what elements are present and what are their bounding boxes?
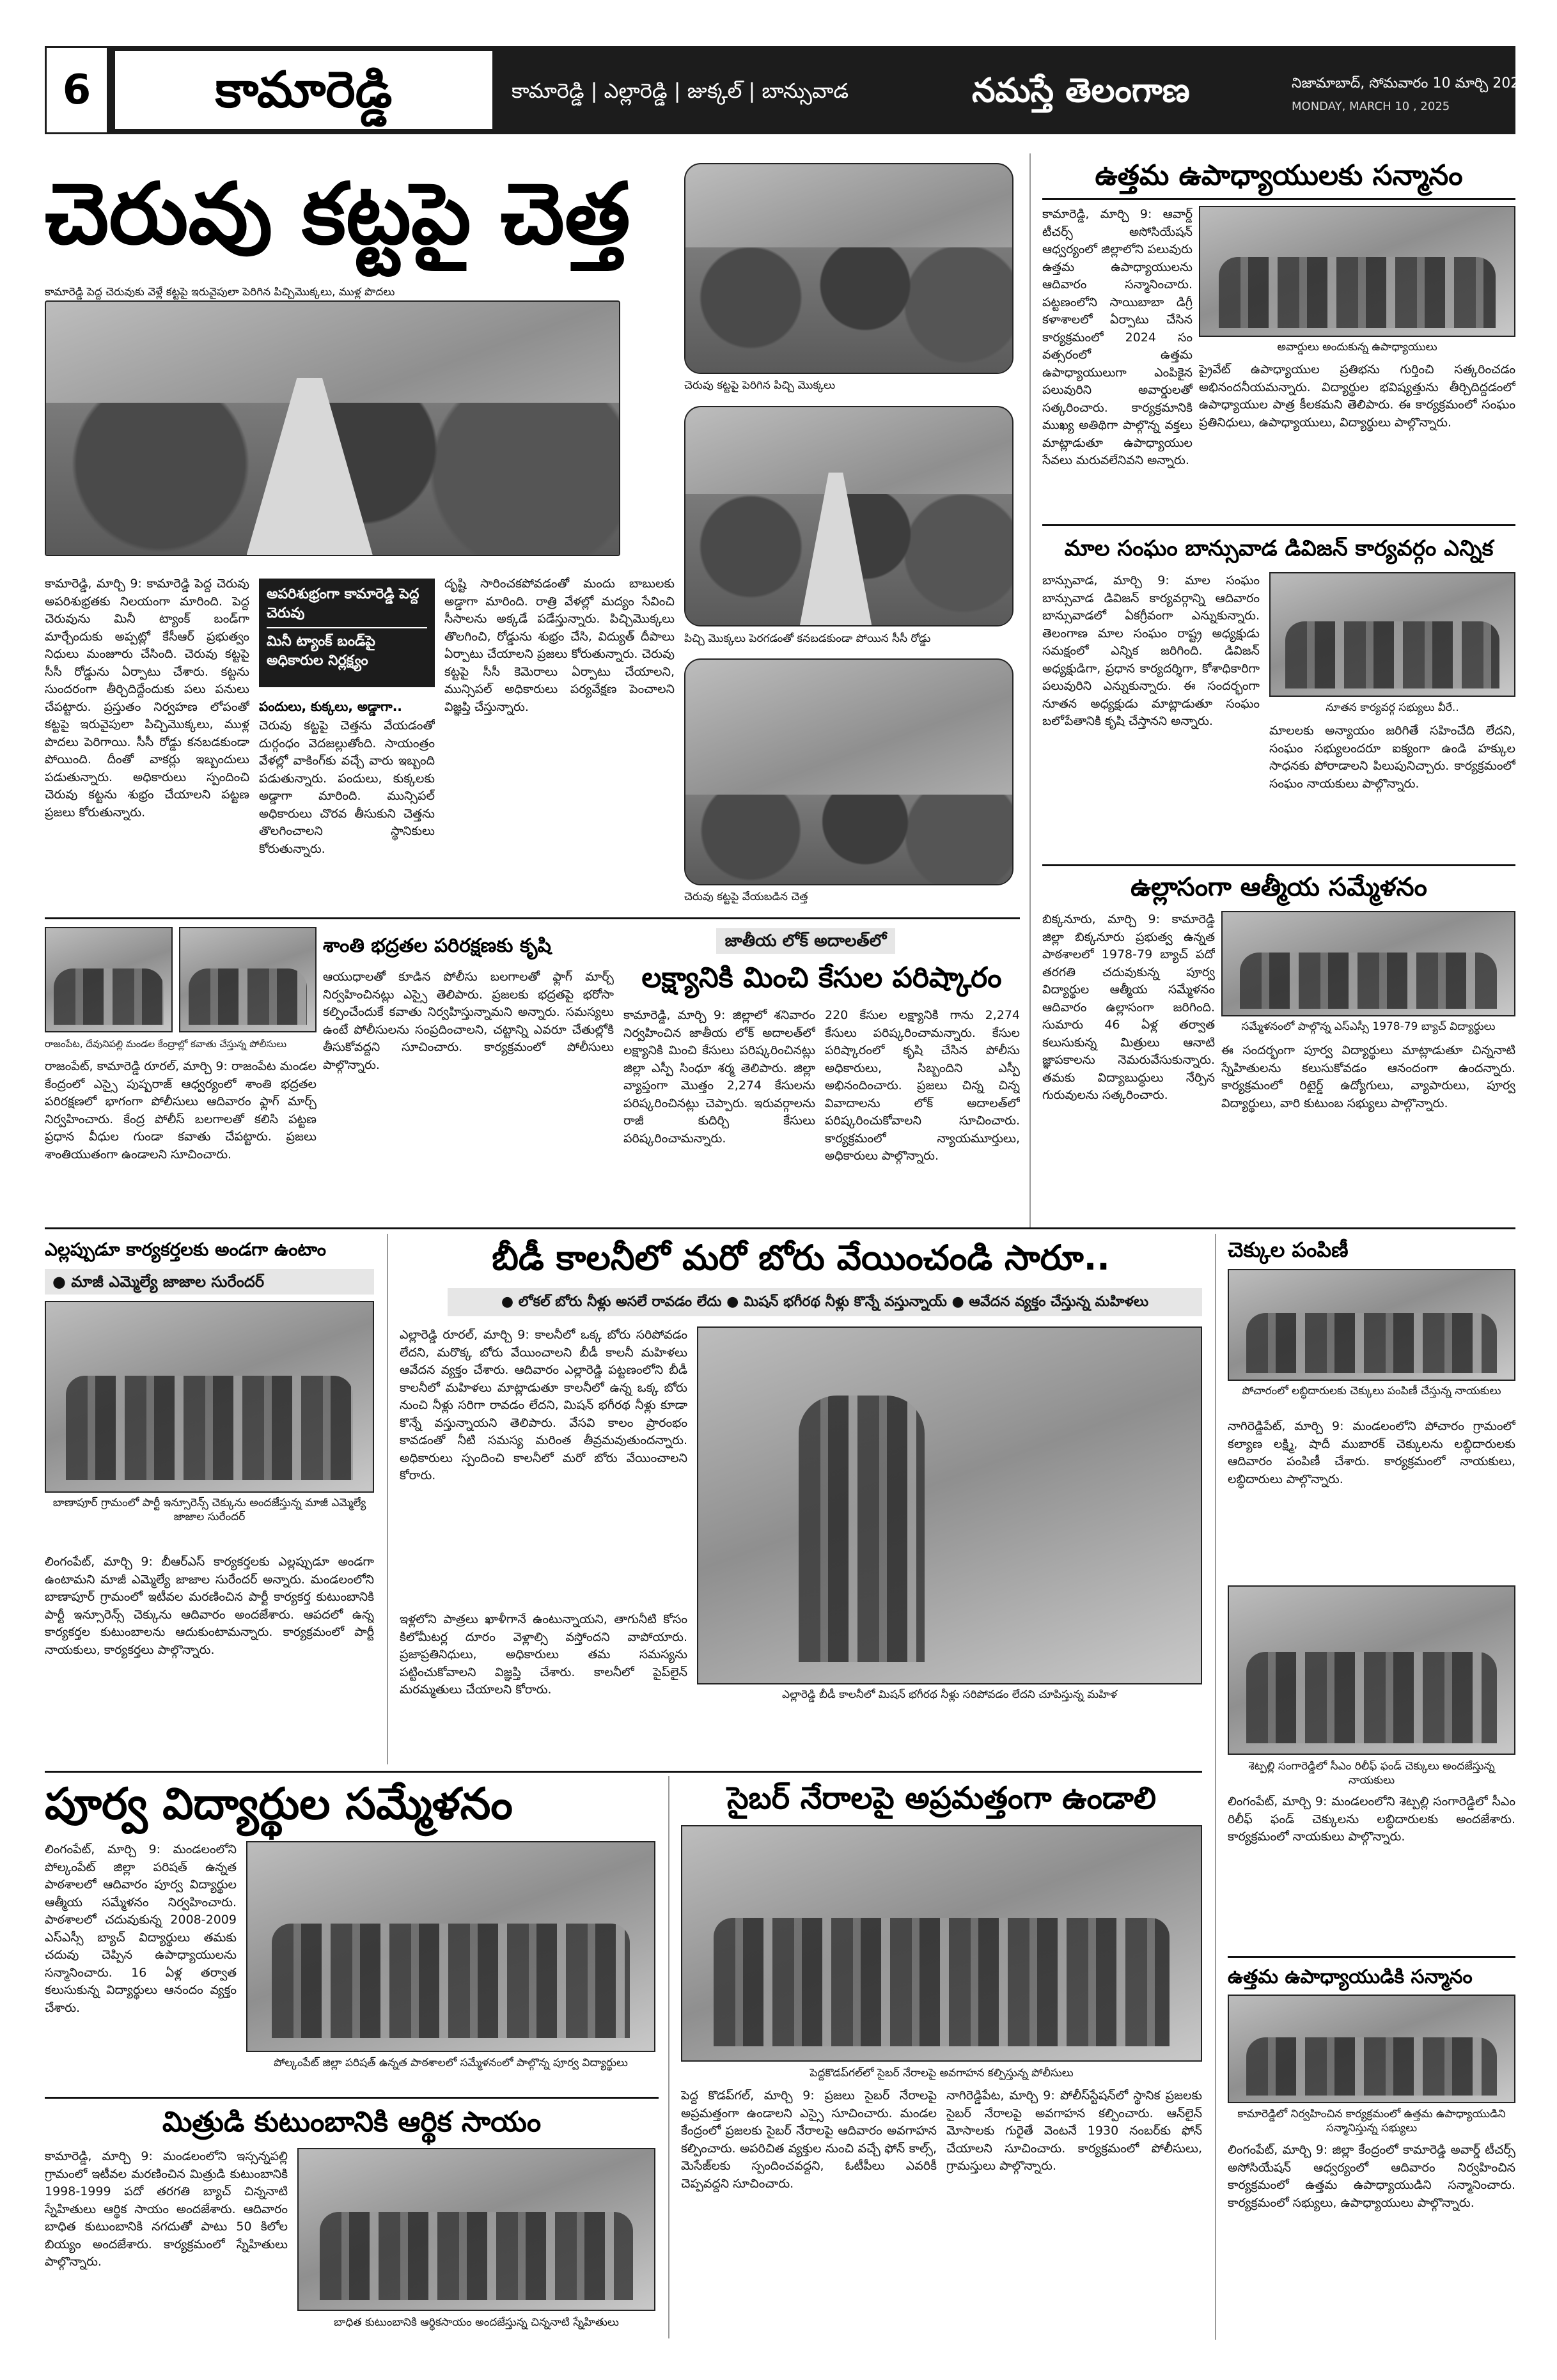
cheques-caption-2: శెట్పల్లి సంగారెడ్డిలో సీఎం రిలీఫ్ ఫండ్ చెక్కులు అందజేస్తున్న నాయకులు: [1248, 1760, 1495, 1787]
district-list: కామారెడ్డి | ఎల్లారెడ్డి | జుక్కల్ | బాన్సువాడ: [512, 79, 849, 103]
teachers-headline: ఉత్తమ ఉపాధ్యాయులకు సన్మానం: [1095, 159, 1463, 192]
alumni78-headline: ఉల్లాసంగా ఆత్మీయ సమ్మేళనం: [1131, 873, 1427, 902]
alumni78-caption: సమ్మేళనంలో పాల్గొన్న ఎస్‌ఎస్సీ 1978-79 బ్యాచ్ విద్యార్థులు: [1241, 1020, 1496, 1033]
cyber-headline: సైబర్ నేరాలపై అప్రమత్తంగా ఉండాలి: [726, 1780, 1157, 1816]
teachers-photo: [1199, 206, 1515, 337]
lead-headline: చెరువు కట్టపై చెత్త: [45, 165, 630, 263]
peace-body: రాజంపేట్, కామారెడ్డి రూరల్, మార్చి 9: రాజంపేట మండల కేంద్రంలో ఎస్సై పుష్పరాజ్ ఆధ్వర్యంలో శాంతి భద్రతల పరిరక్షణలో భాగంగా పోలీసులు ఆదివారం ఫ్లాగ్ మార్చ్ నిర్వహించారు. కేంద్ర పోలీస్ బలగాలతో కలిసి పట్టణ ప్రధాన వీధుల గుండా కవాతు చేపట్టారు. ప్రజలు శాంతియుతంగా ఉండాలని సూచించారు.: [45, 1059, 317, 1162]
bore-body: ఎల్లారెడ్డి రూరల్, మార్చి 9: కాలనీలో ఒక్క బోరు సరిపోవడం లేదని, మరొక్క బోరు వేయించాలని బీడీ కాలనీ మహిళలు ఆవేదన వ్యక్తం చేశారు. ఆదివారం ఎల్లారెడ్డి పట్టణంలోని బీడీ కాలనీలో మహిళలు మాట్లాడుతూ కాలనీలో ఉన్న ఒక్క బోరు నుంచి నీళ్లు సరిగా రావడం లేదని, మిషన్ భగీరథ నీళ్లు కూడా కొన్నే వస్తున్నాయని తెలిపారు. వేసవి కాలం ప్రారంభం కావడంతో నీటి సమస్య మరింత తీవ్రమవుతుందన్నారు. అధికారులు స్పందించి కాలనీలో మరో బోరు వేయించాలని కోరారు.: [400, 1328, 687, 1482]
divider: [45, 1771, 1202, 1773]
lead-subhead: పందులు, కుక్కలు, అడ్డాగా..: [259, 699, 402, 714]
mala-photo: [1269, 572, 1515, 697]
lead-body-col1: కామారెడ్డి, మార్చి 9: కామారెడ్డి పెద్ద చెరువు అపరిశుభ్రతకు నిలయంగా మారింది. పెద్ద చెరువును మినీ ట్యాంక్ బండ్‌గా మార్చేందుకు అప్పట్లో కేసీఆర్ ప్రభుత్వం నిధులు మంజూరు చేసింది. చెరువు కట్టపై సీసీ రోడ్డును ఏర్పాటు చేశారు. కట్టను సుందరంగా తీర్చిదిద్దేందుకు పలు పనులు చేపట్టారు. ప్రస్తుతం నిర్వహణ లోపంతో కట్టపై ఇరువైపులా పిచ్చిమొక్కలు, ముళ్ల పొదలు పెరిగాయి. సీసీ రోడ్డు కనబడకుండా పోయింది. దీంతో వాకర్లు ఇబ్బందులు పడుతున్నారు. అధికారులు స్పందించి చెరువు కట్టను శుభ్రం చేయాలని పట్టణ ప్రజలు కోరుతున్నారు.: [45, 577, 249, 820]
lead-main-photo: [45, 300, 620, 556]
bullet-icon: ●: [951, 1294, 969, 1310]
lead-photo-4: [684, 658, 1013, 885]
cheques-caption-1: పోచారంలో లబ్ధిదారులకు చెక్కులు పంపిణీ చేస్తున్న నాయకులు: [1242, 1385, 1501, 1397]
teacher-award-caption: కామారెడ్డిలో నిర్వహించిన కార్యక్రమంలో ఉత్తమ ఉపాధ్యాయుడిని సన్మానిస్తున్న సభ్యులు: [1237, 2108, 1506, 2135]
mala-headline: మాల సంఘం బాన్సువాడ డివిజన్ కార్యవర్గం ఎన్నిక: [1064, 536, 1494, 561]
friend-help-headline: మిత్రుడి కుటుంబానికి ఆర్థిక సాయం: [162, 2106, 542, 2138]
bore-bullet: లోకల్ బోరు నీళ్లు అసలే రావడం లేదు: [518, 1294, 722, 1310]
lead-body-col3: దృష్టి సారించకపోవడంతో మందు బాబులకు అడ్డాగా మారింది. రాత్రి వేళల్లో మద్యం సేవించి సీసాలను అక్కడే పడేస్తున్నారు. పిచ్చిమొక్కలు తొలగించి, రోడ్డును శుభ్రం చేసి, విద్యుత్ దీపాలు ఏర్పాటు చేయాలని ప్రజలు కోరుతున్నారు. చెరువు కట్టపై సీసీ కెమెరాలు ఏర్పాటు చేయాలని, మున్సిపల్ అధికారులు పర్యవేక్షణ పెంచాలని విజ్ఞప్తి చేస్తున్నారు.: [444, 577, 675, 714]
bore-bullets: [448, 1288, 1202, 1316]
cheques-body-2: లింగంపేట్, మార్చి 9: మండలంలోని శెట్పల్లి సంగారెడ్డిలో సీఎం రిలీఫ్ ఫండ్ చెక్కులను లబ్ధిదారులకు అందజేశారు. కార్యక్రమంలో నాయకులు పాల్గొన్నారు.: [1228, 1794, 1515, 1844]
alumni78-body-2: ఈ సందర్భంగా పూర్వ విద్యార్థులు మాట్లాడుతూ చిన్ననాటి స్నేహితులను కలుసుకోవడం ఆనందంగా ఉందన్నారు. కార్యక్రమంలో రిటైర్డ్ ఉద్యోగులు, వ్యాపారులు, పూర్వ విద్యార్థులు, వారి కుటుంబ సభ్యులు పాల్గొన్నారు.: [1221, 1043, 1515, 1110]
lok-adalat-body: కామారెడ్డి, మార్చి 9: జిల్లాలో శనివారం నిర్వహించిన జాతీయ లోక్ అదాలత్‌లో లక్ష్యానికి మించి కేసులు పరిష్కరించినట్లు జిల్లా ఎస్పీ సింధూ శర్మ తెలిపారు. జిల్లా వ్యాప్తంగా మొత్తం 2,274 కేసులను పరిష్కరించినట్లు చెప్పారు. ఇరువర్గాలను రాజీ కుదిర్చి కేసులు పరిష్కరించామన్నారు.: [623, 1008, 815, 1146]
bore-bullet: మిషన్ భగీరథ నీళ్లు కొన్నే వస్తున్నాయ్: [744, 1294, 947, 1310]
paper-name: నమస్తే తెలంగాణ: [972, 72, 1190, 110]
alumni08-body: లింగంపేట్, మార్చి 9: మండలంలోని పోల్కంపేట్ జిల్లా పరిషత్ ఉన్నత పాఠశాలలో ఆదివారం పూర్వ విద్యార్థుల ఆత్మీయ సమ్మేళనం నిర్వహించారు. పాఠశాలలో చదువుకున్న 2008-2009 ఎస్‌ఎస్సీ బ్యాచ్ విద్యార్థులు తమకు చదువు చెప్పిన ఉపాధ్యాయులను సన్మానించారు. 16 ఏళ్ల తర్వాత కలుసుకున్న విద్యార్థులు ఆనందం వ్యక్తం చేశారు.: [45, 1842, 237, 2015]
lead-body-col2: చెరువు కట్టపై చెత్తను వేయడంతో దుర్గంధం వెదజల్లుతోంది. సాయంత్రం వేళల్లో వాకింగ్‌కు వచ్చే వారు ఇబ్బంది పడుతున్నారు. పందులు, కుక్కలకు అడ్డాగా మారింది. మున్సిపల్ అధికారులు చొరవ తీసుకుని చెత్తను తొలగించాలని స్థానికులు కోరుతున్నారు.: [259, 719, 435, 856]
surender-photo: [45, 1301, 374, 1493]
divider: [1042, 198, 1515, 200]
mala-body-2: మాలలకు అన్యాయం జరిగితే సహించేది లేదని, సంఘం సభ్యులందరూ ఐక్యంగా ఉండి హక్కుల సాధనకు పోరాడాలని పిలుపునిచ్చారు. కార్యక్రమంలో సంఘం నాయకులు పాల్గొన్నారు.: [1269, 724, 1515, 791]
teacher-award-body: లింగంపేట్, మార్చి 9: జిల్లా కేంద్రంలో కామారెడ్డి అవార్డ్ టీచర్స్ అసోసియేషన్ ఆధ్వర్యంలో ఆదివారం నిర్వహించిన కార్యక్రమంలో ఉత్తమ ఉపాధ్యాయుడిని సన్మానించారు. కార్యక్రమంలో సభ్యులు, ఉపాధ్యాయులు పాల్గొన్నారు.: [1228, 2143, 1515, 2210]
alumni78-body: బిక్కనూరు, మార్చి 9: కామారెడ్డి జిల్లా బిక్కనూరు ప్రభుత్వ ఉన్నత పాఠశాలలో 1978-79 బ్యాచ్ పదో తరగతి చదువుకున్న పూర్వ విద్యార్థుల ఆత్మీయ సమ్మేళనం ఆదివారం ఉల్లాసంగా జరిగింది. సుమారు 46 ఏళ్ల తర్వాత కలుసుకున్న మిత్రులు ఆనాటి జ్ఞాపకాలను నెమరువేసుకున్నారు. తమకు విద్యాబుద్ధులు నేర్పిన గురువులను సత్కరించారు.: [1042, 912, 1215, 1102]
column-rule: [1215, 1234, 1216, 2340]
teachers-body: కామారెడ్డి, మార్చి 9: ఆవార్డ్ టీచర్స్ అసోసియేషన్ ఆధ్వర్యంలో జిల్లాలోని పలువురు ఉత్తమ ఉపాధ్యాయులను ఆదివారం సన్మానించారు. పట్టణంలోని సాయిబాబా డిగ్రీ కళాశాలలో ఏర్పాటు చేసిన కార్యక్రమంలో 2024 సం వత్సరంలో ఉత్తమ ఉపాధ్యాయులుగా ఎంపికైన పలువురిని అవార్డులతో సత్కరించారు. కార్యక్రమానికి ముఖ్య అతిథిగా పాల్గొన్న వక్తలు మాట్లాడుతూ ఉపాధ్యాయుల సేవలు మరువలేనివని అన్నారు.: [1042, 207, 1193, 467]
column-rule: [668, 1776, 669, 2338]
peace-photo-1: [45, 927, 173, 1032]
bullet-icon: ●: [726, 1294, 744, 1310]
divider: [1228, 1956, 1515, 1958]
cyber-body: పెద్ద కొడప్‌గల్, మార్చి 9: ప్రజలు సైబర్ నేరాలపై అప్రమత్తంగా ఉండాలని ఎస్సై సూచించారు. మండల కేంద్రంలో ప్రజలకు సైబర్ నేరాలపై ఆదివారం అవగాహన కల్పించారు. అపరిచిత వ్యక్తుల నుంచి వచ్చే ఫోన్ కాల్స్, మెసేజ్‌లకు స్పందించవద్దని, ఓటీపీలు ఎవరికీ చెప్పవద్దని సూచించారు.: [681, 2088, 937, 2191]
bore-body-2: ఇళ్లలోని పాత్రలు ఖాళీగానే ఉంటున్నాయని, తాగునీటి కోసం కిలోమీటర్ల దూరం వెళ్లాల్సి వస్తోందని వాపోయారు. ప్రజాప్రతినిధులు, అధికారులు తమ సమస్యను పట్టించుకోవాలని విజ్ఞప్తి చేశారు. కాలనీలో పైప్‌లైన్ మరమ్మతులు చేయాలని కోరారు.: [400, 1612, 687, 1697]
divider: [45, 2097, 659, 2099]
surender-headline: ఎల్లప్పుడూ కార్యకర్తలకు అండగా ఉంటాం: [45, 1239, 327, 1260]
friend-help-photo: [297, 2148, 655, 2311]
bullet-icon: ●: [501, 1294, 519, 1310]
bore-photo: [697, 1326, 1202, 1684]
surender-caption: బాణాపూర్ గ్రామంలో పార్టీ ఇన్సూరెన్స్ చెక్కును అందజేస్తున్న మాజీ ఎమ్మెల్యే జాజాల సురేందర్: [52, 1497, 366, 1523]
alumni08-caption: పోల్కంపేట్ జిల్లా పరిషత్ ఉన్నత పాఠశాలలో సమ్మేళనంలో పాల్గొన్న పూర్వ విద్యార్థులు: [274, 2057, 628, 2069]
lead-highlight-box: [259, 579, 435, 687]
divider: [45, 917, 1020, 919]
teachers-body-2: ప్రైవేట్ ఉపాధ్యాయుల ప్రతిభను గుర్తించి సత్కరించడం అభినందనీయమన్నారు. విద్యార్థుల భవిష్యత్తును తీర్చిదిద్దడంలో ఉపాధ్యాయుల పాత్ర కీలకమని తెలిపారు. ఈ కార్యక్రమంలో సంఘం ప్రతినిధులు, ఉపాధ్యాయులు, విద్యార్థులు పాల్గొన్నారు.: [1199, 362, 1515, 430]
bore-bullet: ఆవేదన వ్యక్తం చేస్తున్న మహిళలు: [969, 1294, 1149, 1310]
date-english: MONDAY, MARCH 10 , 2025: [1292, 100, 1450, 113]
divider: [1042, 524, 1515, 526]
column-rule: [387, 1234, 388, 1764]
cyber-photo: [681, 1825, 1202, 2062]
peace-headline: శాంతి భద్రతల పరిరక్షణకు కృషి: [323, 935, 551, 957]
peace-caption: రాజంపేట, దేవునిపల్లి మండల కేంద్రాల్లో కవాతు చేస్తున్న పోలీసులు: [45, 1038, 287, 1050]
lok-adalat-kicker: జాతీయ లోక్ అదాలత్‌లో: [716, 928, 895, 954]
bore-headline: బీడీ కాలనీలో మరో బోరు వేయించండి సారూ..: [492, 1238, 1110, 1278]
mala-body: బాన్సువాడ, మార్చి 9: మాల సంఘం బాన్సువాడ డివిజన్ కార్యవర్గాన్ని ఆదివారం బాన్సువాడలో ఏకగ్రీవంగా ఎన్నుకున్నారు. తెలంగాణ మాల సంఘం రాష్ట్ర అధ్యక్షుడు సమక్షంలో ఎన్నిక జరిగింది. డివిజన్ అధ్యక్షుడిగా, ప్రధాన కార్యదర్శిగా, కోశాధికారిగా పలువురిని ఎన్నుకున్నారు. ఈ సందర్భంగా నూతన అధ్యక్షుడు మాట్లాడుతూ సంఘం బలోపేతానికి కృషి చేస్తానని అన్నారు.: [1042, 573, 1260, 728]
lok-adalat-body-2: 220 కేసుల లక్ష్యానికి గాను 2,274 కేసులు పరిష్కరించామన్నారు. కేసుల పరిష్కారంలో కృషి చేసిన పోలీసు అధికారులు, సిబ్బందిని ఎస్పీ అభినందించారు. ప్రజలు చిన్న చిన్న వివాదాలను లోక్ అదాలత్‌లో పరిష్కరించుకోవాలని సూచించారు. కార్యక్రమంలో న్యాయమూర్తులు, అధికారులు పాల్గొన్నారు.: [825, 1008, 1020, 1163]
peace-photo-2: [179, 927, 317, 1032]
cheques-body-1: నాగిరెడ్డిపేట్, మార్చి 9: మండలంలోని పోచారం గ్రామంలో కల్యాణ లక్ష్మి, షాదీ ముబారక్ చెక్కులను లబ్ధిదారులకు ఆదివారం పంపిణీ చేశారు. కార్యక్రమంలో నాయకులు, లబ్ధిదారులు పాల్గొన్నారు.: [1228, 1419, 1515, 1486]
teachers-caption: అవార్డులు అందుకున్న ఉపాధ్యాయులు: [1277, 341, 1437, 354]
peace-body-2: ఆయుధాలతో కూడిన పోలీసు బలగాలతో ఫ్లాగ్ మార్చ్ నిర్వహించినట్లు ఎస్సై తెలిపారు. ప్రజలకు భద్రతపై భరోసా కల్పించేందుకే కవాతు నిర్వహిస్తున్నామని అన్నారు. సమస్యలు ఉంటే పోలీసులను సంప్రదించాలని, చట్టాన్ని ఎవరూ చేతుల్లోకి తీసుకోవద్దని సూచించారు. కార్యక్రమంలో పోలీసులు పాల్గొన్నారు.: [323, 970, 614, 1072]
bullet-icon: ●: [52, 1273, 72, 1291]
cheques-photo-2: [1228, 1585, 1515, 1755]
cyber-caption: పెద్దకొడప్‌గల్‌లో సైబర్ నేరాలపై అవగాహన కల్పిస్తున్న పోలీసులు: [810, 2067, 1074, 2080]
lead-caption-2: చెరువు కట్టపై పెరిగిన పిచ్చి మొక్కలు: [684, 379, 836, 392]
surender-body: లింగంపేట్, మార్చి 9: బీఆర్‌ఎస్ కార్యకర్తలకు ఎల్లప్పుడూ అండగా ఉంటామని మాజీ ఎమ్మెల్యే జాజాల సురేందర్ అన్నారు. మండలంలోని బాణాపూర్ గ్రామంలో ఇటీవల మరణించిన పార్టీ కార్యకర్త కుటుంబానికి పార్టీ ఇన్సూరెన్స్ చెక్కును ఆదివారం అందజేశారు. ఆపదలో ఉన్న కార్యకర్తల కుటుంబాలను ఆదుకుంటామన్నారు. కార్యక్రమంలో పార్టీ నాయకులు, కార్యకర్తలు పాల్గొన్నారు.: [45, 1555, 374, 1657]
byline-text: మాజీ ఎమ్మెల్యే జాజాల సురేందర్: [71, 1273, 265, 1291]
teacher-award-photo: [1228, 1995, 1515, 2103]
teacher-award-headline: ఉత్తమ ఉపాధ్యాయుడికి సన్మానం: [1228, 1966, 1473, 1988]
divider: [45, 1227, 1515, 1229]
alumni78-photo: [1221, 911, 1515, 1016]
section-name: కామారెడ్డి: [115, 51, 492, 129]
lead-caption-4: చెరువు కట్టపై వేయబడిన చెత్త: [684, 891, 808, 903]
friend-help-body: కామారెడ్డి, మార్చి 9: మండలంలోని ఇస్సన్నపల్లి గ్రామంలో ఇటీవల మరణించిన మిత్రుడి కుటుంబానికి 1998-1999 పదో తరగతి బ్యాచ్ చిన్ననాటి స్నేహితులు ఆర్థిక సాయం అందజేశారు. ఆదివారం బాధిత కుటుంబానికి నగదుతో పాటు 50 కిలోల బియ్యం అందజేశారు. కార్యక్రమంలో స్నేహితులు పాల్గొన్నారు.: [45, 2149, 288, 2269]
lead-main-caption: కామారెడ్డి పెద్ద చెరువుకు వెళ్లే కట్టపై ఇరువైపులా పెరిగిన పిచ్చిమొక్కలు, ముళ్ల పొదలు: [45, 286, 395, 299]
column-rule: [1029, 153, 1031, 1227]
lead-photo-2: [684, 163, 1013, 374]
highlight-item: అపరిశుభ్రంగా కామారెడ్డి పెద్ద చెరువు: [267, 585, 427, 628]
lead-caption-3: పిచ్చి మొక్కలు పెరగడంతో కనబడకుండా పోయిన సీసీ రోడ్డు: [684, 632, 931, 645]
lok-adalat-headline: లక్ష్యానికి మించి కేసుల పరిష్కారం: [641, 961, 1002, 994]
cyber-body-2: నాగిరెడ్డిపేట, మార్చి 9: పోలీస్‌స్టేషన్‌లో స్థానిక ప్రజలకు సైబర్ నేరాలపై అవగాహన కల్పించారు. ఆన్‌లైన్ మోసాలకు గురైతే వెంటనే 1930 నంబర్‌కు ఫోన్ చేయాలని సూచించారు. కార్యక్రమంలో పోలీసులు, గ్రామస్తులు పాల్గొన్నారు.: [946, 2088, 1202, 2173]
alumni08-headline: పూర్వ విద్యార్థుల సమ్మేళనం: [45, 1779, 513, 1830]
cheques-headline: చెక్కుల పంపిణీ: [1228, 1238, 1349, 1262]
friend-help-caption: బాధిత కుటుంబానికి ఆర్థికసాయం అందజేస్తున్న చిన్ననాటి స్నేహితులు: [334, 2316, 619, 2329]
mala-caption: నూతన కార్యవర్గ సభ్యులు వీరే..: [1326, 701, 1459, 714]
bore-caption: ఎల్లారెడ్డి బీడీ కాలనీలో మిషన్ భగీరథ నీళ్లు సరిపోవడం లేదని చూపిస్తున్న మహిళ: [782, 1688, 1117, 1701]
highlight-item: మినీ ట్యాంక్ బండ్‌పై అధికారుల నిర్లక్ష్యం: [267, 634, 375, 669]
masthead: [45, 46, 1529, 134]
surender-byline: [45, 1269, 374, 1295]
date-telugu: నిజామాబాద్, సోమవారం 10 మార్చి 2025: [1292, 75, 1529, 91]
alumni08-photo: [246, 1841, 655, 2052]
divider: [1042, 864, 1515, 866]
cheques-photo-1: [1228, 1269, 1515, 1381]
lead-photo-3: [684, 406, 1013, 626]
page-number: 6: [45, 46, 109, 134]
